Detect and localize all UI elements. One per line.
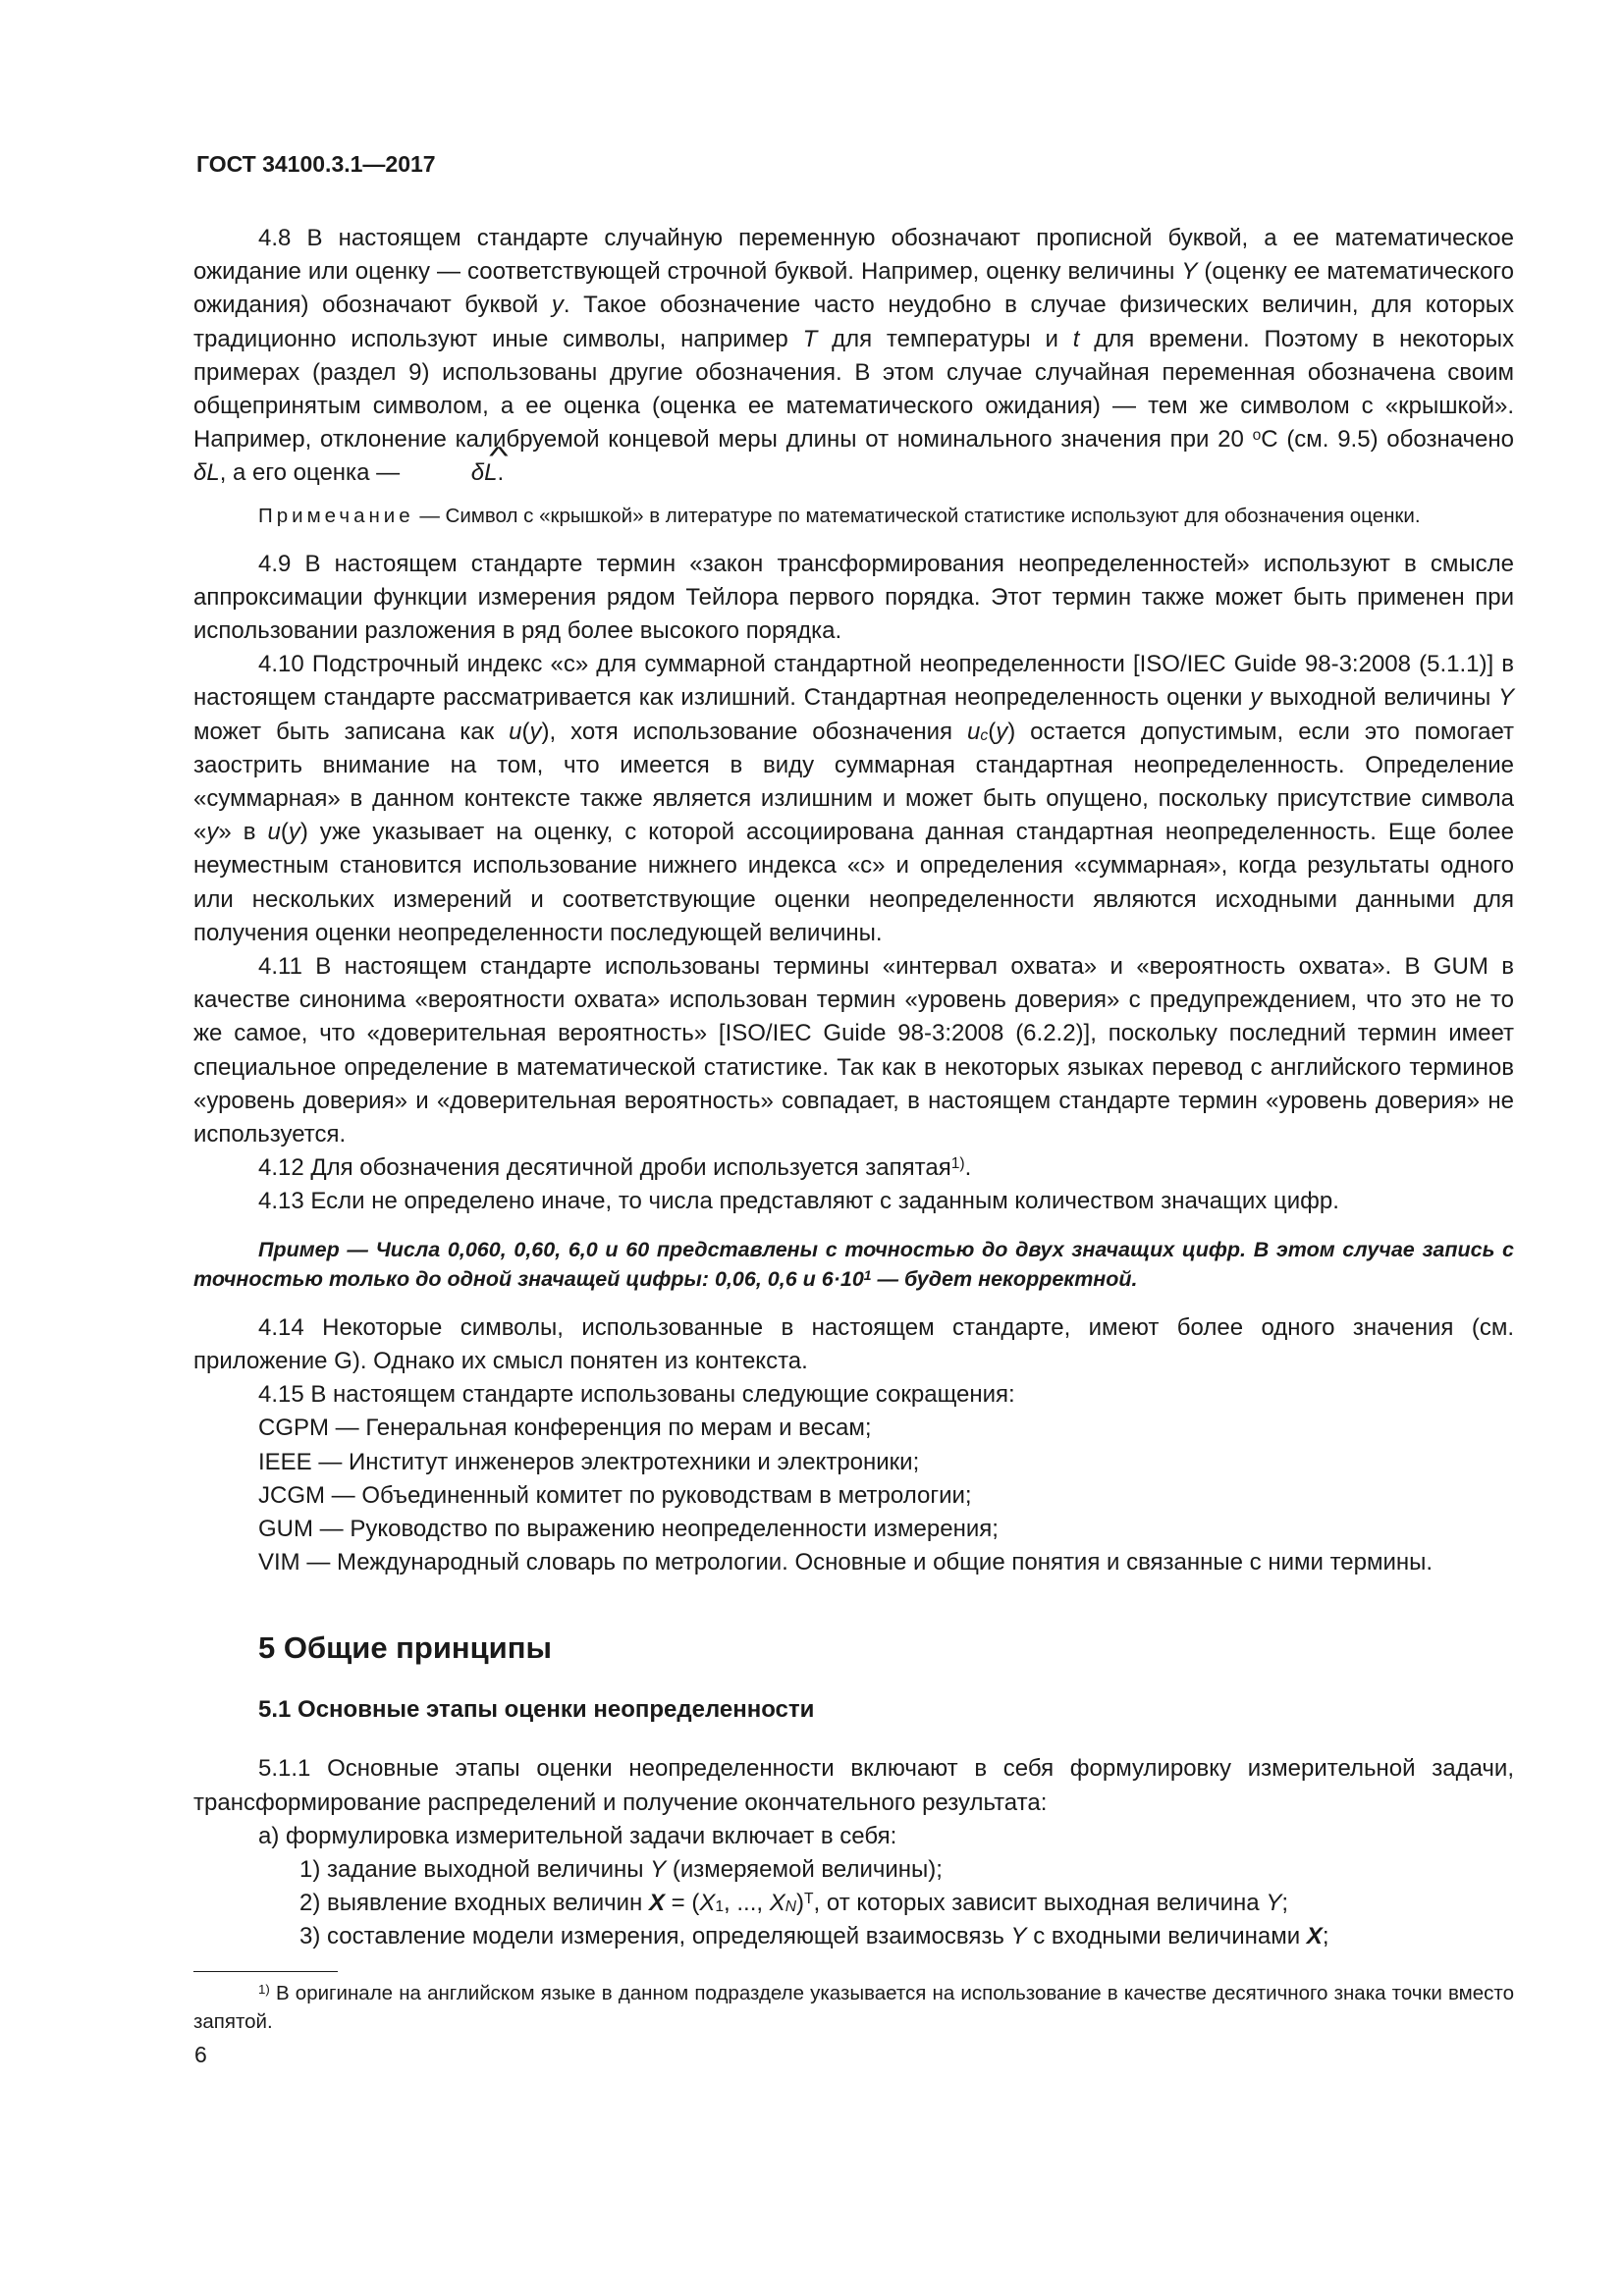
section-heading: 5 Общие принципы (258, 1630, 552, 1666)
page-number: 6 (194, 2042, 207, 2067)
hat-symbol: ^ δL (406, 456, 498, 490)
footnote: $^{1)}$ В оригинале на английском языке в данном подразделе указывается на использование в качестве десятичного знака точки вместо запятой. (193, 1982, 1514, 2033)
page-body (193, 222, 1514, 1954)
document-code-header: ГОСТ 34100.3.1—2017 (196, 151, 436, 177)
paragraph-4-8: 4.8 В настоящем стандарте случайную переменную обозначают прописной буквой, а ее математическое ожидание или оценку — соответствующей строчной буквой. Например, оценку величины Y (оценку ее математического ожидания) обозначают буквой y. Такое обозначение часто неудобно в случае физических величин, для которых традиционно используют иные символы, например T для температуры и t для времени. Поэтому в некоторых примерах (раздел 9) использованы другие обозначения. В этом случае случайная переменная обозначена своим общепринятым символом, а ее оценка (оценка ее математического ожидания) — тем же символом с «крышкой». Например, отклонение калибруемой концевой меры длины от номинального значения при 20 $^о$С (см. 9.5) обозначено δL, а его оценка — ^ δL. (193, 222, 1514, 491)
paragraph-4-12: 4.12 Для обозначения десятичной дроби используется запятая$^{1)}$. (258, 1154, 972, 1182)
example: Пример — Числа 0,060, 0,60, 6,0 и 60 представлены с точностью до двух значащих цифр. В этом случае запись с точностью только до одной значащей цифры: 0,06, 0,6 и $6\cdot 10^1$ — будет некорректной. (193, 1237, 1514, 1291)
note: Примечание — Символ с «крышкой» в литературе по математической статистике используют для обозначения оценки. (258, 504, 1421, 527)
footnote-divider (193, 1971, 338, 1972)
abbreviation-item: VIM — Международный словарь по метрологии. Основные и общие понятия и связанные с ними термины. (258, 1549, 1434, 1576)
abbreviation-item: IEEE — Институт инженеров электротехники и электроники; (258, 1448, 920, 1475)
abbreviation-item: CGPM — Генеральная конференция по мерам и весам; (258, 1415, 872, 1442)
paragraph-4-15: 4.15 В настоящем стандарте использованы следующие сокращения: (258, 1381, 1015, 1409)
list-item-a: а) формулировка измерительной задачи включает в себя: (258, 1822, 897, 1849)
list-item-3: 3) составление модели измерения, определяющей взаимосвязь Y с входными величинами X; (299, 1923, 1329, 1950)
paragraph-4-9: 4.9 В настоящем стандарте термин «закон трансформирования неопределенностей» используют в смысле аппроксимации функции измерения рядом Тейлора первого порядка. Этот термин также может быть применен при использовании разложения в ряд более высокого порядка. (193, 550, 1514, 645)
paragraph-5-1-1: 5.1.1 Основные этапы оценки неопределенности включают в себя формулировку измерительной задачи, трансформирование распределений и получение окончательного результата: (193, 1755, 1514, 1816)
abbreviation-item: GUM — Руководство по выражению неопределенности измерения; (258, 1515, 999, 1542)
paragraph-4-14: 4.14 Некоторые символы, использованные в настоящем стандарте, имеют более одного значения (см. приложение G). Однако их смысл понятен из контекста. (193, 1313, 1514, 1374)
list-item-2: 2) выявление входных величин $X = (X_1$, ..., $X_N)^T$, от которых зависит выходная величина Y; (299, 1890, 1288, 1917)
abbreviation-item: JCGM — Объединенный комитет по руководствам в метрологии; (258, 1481, 972, 1509)
subsection-heading: 5.1 Основные этапы оценки неопределенности (258, 1696, 815, 1724)
footnote-ref: 1) (950, 1155, 965, 1173)
list-item-1: 1) задание выходной величины Y (измеряемой величины); (299, 1855, 943, 1883)
paragraph-4-11: 4.11 В настоящем стандарте использованы термины «интервал охвата» и «вероятность охвата». В GUM в качестве синонима «вероятности охвата» использован термин «уровень доверия» с предупреждением, что это не то же самое, что «доверительная вероятность» [ISO/IEC Guide 98-3:2008 (6.2.2)], поскольку последний термин имеет специальное определение в математической статистике. Так как в некоторых языках перевод с английского терминов «уровень доверия» и «доверительная вероятность» совпадает, в настоящем стандарте термин «уровень доверия» не используется. (193, 953, 1514, 1148)
paragraph-4-13: 4.13 Если не определено иначе, то числа представляют с заданным количеством значащих цифр. (258, 1188, 1339, 1215)
paragraph-4-10: 4.10 Подстрочный индекс «с» для суммарной стандартной неопределенности [ISO/IEC Guide 98-3:2008 (5.1.1)] в настоящем стандарте рассматривается как излишний. Стандартная неопределенность оценки y выходной величины Y может быть записана как u(y), хотя использование обозначения $u_c(y)$ остается допустимым, если это помогает заострить внимание на том, что имеется в виду суммарная стандартная неопределенность. Определение «суммарная» в данном контексте также является излишним и может быть опущено, поскольку присутствие символа «y» в u(y) уже указывает на оценку, с которой ассоциирована данная стандартная неопределенность. Еще более неуместным становится использование нижнего индекса «с» и определения «суммарная», когда результаты одного или нескольких измерений и соответствующие оценки неопределенности являются исходными данными для получения оценки неопределенности последующей величины. (193, 651, 1515, 946)
